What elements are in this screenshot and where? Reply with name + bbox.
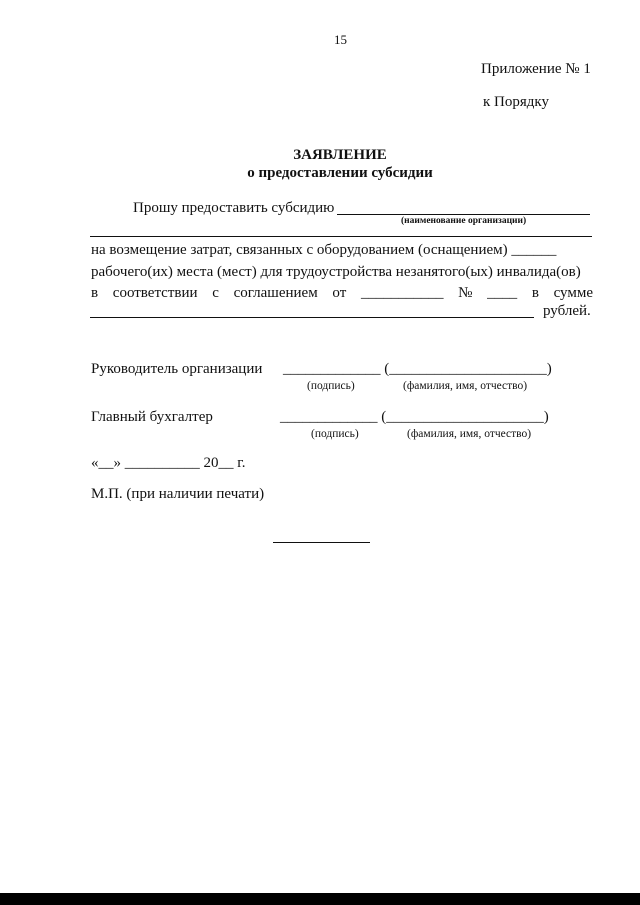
org-name-hint: (наименование организации) bbox=[401, 216, 527, 226]
word: в bbox=[91, 285, 99, 301]
org-name-continuation-line bbox=[90, 236, 592, 237]
stamp-label: М.П. (при наличии печати) bbox=[91, 486, 265, 502]
scan-bottom-border bbox=[0, 893, 640, 905]
word: соответствии bbox=[112, 285, 198, 301]
director-fio-hint: (фамилия, имя, отчество) bbox=[403, 380, 528, 392]
date-blank: ___________ bbox=[360, 285, 444, 301]
to-order-label: к Порядку bbox=[483, 94, 549, 110]
word: в bbox=[531, 285, 539, 301]
word: от bbox=[332, 285, 347, 301]
org-name-line bbox=[337, 214, 590, 215]
director-signature-hint: (подпись) bbox=[307, 380, 355, 392]
page-number: 15 bbox=[334, 32, 347, 47]
word: № bbox=[458, 285, 473, 301]
document-title: ЗАЯВЛЕНИЕ bbox=[293, 147, 387, 163]
body-line-2: рабочего(их) места (мест) для трудоустройства незанятого(ых) инвалида(ов) bbox=[91, 264, 581, 280]
number-blank: ____ bbox=[487, 285, 518, 301]
word: сумме bbox=[553, 285, 593, 301]
appendix-label: Приложение № 1 bbox=[481, 61, 591, 77]
rubles-label: рублей. bbox=[543, 303, 591, 319]
director-label: Руководитель организации bbox=[91, 361, 263, 377]
amount-line bbox=[90, 317, 534, 318]
body-line-1: на возмещение затрат, связанных с оборудованием (оснащением) ______ bbox=[91, 242, 557, 258]
closing-separator bbox=[273, 542, 370, 543]
accountant-label: Главный бухгалтер bbox=[91, 409, 213, 425]
accountant-signature-line: _____________ (_____________________) bbox=[280, 409, 549, 425]
document-subtitle: о предоставлении субсидии bbox=[247, 165, 433, 181]
request-text: Прошу предоставить субсидию bbox=[133, 200, 335, 216]
word: соглашением bbox=[233, 285, 318, 301]
word: с bbox=[212, 285, 219, 301]
body-line-3 bbox=[91, 285, 593, 302]
accountant-signature-hint: (подпись) bbox=[311, 428, 359, 440]
accountant-fio-hint: (фамилия, имя, отчество) bbox=[407, 428, 532, 440]
director-signature-line: _____________ (_____________________) bbox=[283, 361, 552, 377]
date-line: «__» __________ 20__ г. bbox=[91, 455, 246, 471]
